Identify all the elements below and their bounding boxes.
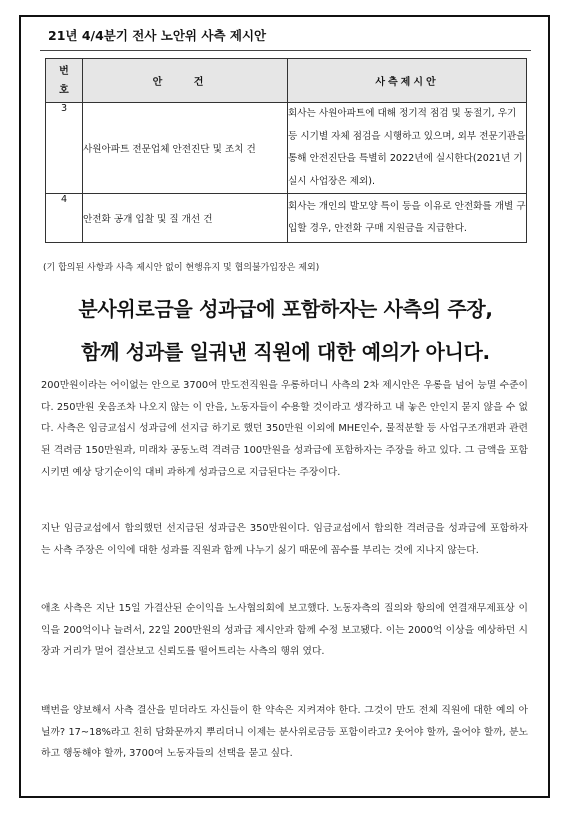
table-footnote: (기 합의된 사항과 사측 제시안 없이 현행유지 및 협의불가입장은 제외) [43, 263, 320, 273]
table-row [46, 103, 527, 194]
paragraph-4: 백번을 양보해서 사측 결산을 믿더라도 자신들이 한 약속은 지켜져야 한다. 그것이 만도 전체 직원에 대한 예의 아닐까? 17~18%라고 친히 담화문까지 뿌리더니 이제는 분사위로금등 포함이라고? 웃어야 할까, 울어야 할까, 분노하고 행동해야 할까, 3700여 노동자들의 선택을 묻고 싶다. [41, 705, 528, 760]
paragraph-1: 200만원이라는 어이없는 안으로 3700여 만도전직원을 우롱하더니 사측의 2차 제시안은 우롱을 넘어 능멸 수준이다. 250만원 웃음조차 나오지 않는 이 안을, 노동자들이 수용할 것이라고 생각하고 내 놓은 안인지 묻지 않을 수 없다. 사측은 임금교섭시 성과급에 선지급 하기로 했던 350만원 이외에 MHE인수, 물적분할 등 사업구조개편과 관련된 격려금 150만원과, 미래차 공동노력 격려금 100만원을 성과급에 포함하자는 주장을 하고 있다. 그 금액을 포함시키면 예상 당기순이익 대비 과하게 성과급으로 지급된다는 주장이다. [41, 380, 528, 478]
table-header-row [46, 59, 527, 103]
header-proposal: 사측제시안 [288, 59, 527, 103]
row-proposal: 회사는 사원아파트에 대해 정기적 점검 및 동절기, 우기 등 시기별 자체 점검을 시행하고 있으며, 외부 전문기관을 통해 안전진단을 특별히 2022년에 실시한다(2021년 기 실시 사업장은 제외). [288, 103, 527, 194]
row-number: 4 [46, 194, 83, 243]
table-row [46, 194, 527, 243]
row-item: 사원아파트 전문업체 안전진단 및 조치 건 [83, 103, 288, 194]
header-number: 번 호 [46, 59, 83, 103]
row-number: 3 [46, 103, 83, 194]
paragraph-2: 지난 임금교섭에서 합의했던 선지급된 성과급은 350만원이다. 임금교섭에서 합의한 격려금을 성과급에 포함하자는 사측 주장은 이익에 대한 성과를 직원과 함께 나누기 싫기 때문에 꼼수를 부리는 것에 지나지 않는다. [41, 523, 528, 556]
document-title: 21년 4/4분기 전사 노안위 사측 제시안 [48, 28, 267, 43]
header-item: 안 건 [83, 59, 288, 103]
proposal-table [45, 58, 527, 243]
headline-line-1: 분사위로금을 성과급에 포함하자는 사측의 주장, [78, 297, 493, 321]
row-proposal: 회사는 개인의 발모양 특이 등을 이유로 안전화를 개별 구입할 경우, 안전화 구매 지원금을 지급한다. [288, 194, 527, 243]
headline-line-2: 함께 성과를 일궈낸 직원에 대한 예의가 아니다. [81, 340, 490, 364]
title-divider [40, 50, 531, 51]
paragraph-3: 애초 사측은 지난 15일 가결산된 순이익을 노사협의회에 보고했다. 노동자측의 질의와 항의에 연결재무제표상 이익을 200억이나 늘려서, 22일 200만원의 성과급 제시안과 함께 수정 보고됐다. 이는 2000억 이상을 예상하던 시장과 거리가 멀어 결산보고 신뢰도를 떨어트리는 사측의 행위 였다. [41, 603, 528, 658]
row-item: 안전화 공개 입찰 및 질 개선 건 [83, 194, 288, 243]
